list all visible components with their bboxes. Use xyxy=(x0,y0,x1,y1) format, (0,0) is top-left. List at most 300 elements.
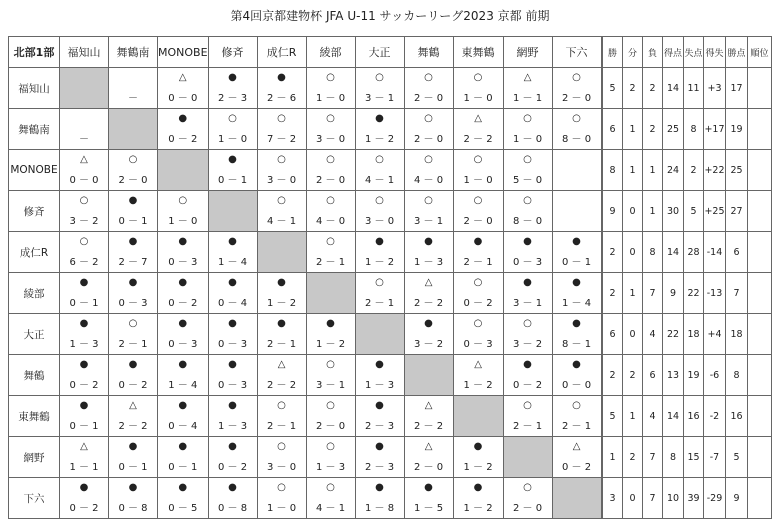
stat-value: 17 xyxy=(726,68,748,109)
stat-value: 5 xyxy=(603,68,623,109)
standings-row xyxy=(603,150,772,191)
match-score: 2 － 0 xyxy=(414,462,444,473)
match-result-cell xyxy=(404,478,453,519)
stat-value: 1 xyxy=(643,150,663,191)
match-score: 0 － 2 xyxy=(463,298,493,309)
match-result-cell xyxy=(208,478,257,519)
results-table xyxy=(8,36,602,519)
result-mark: ● xyxy=(178,482,188,493)
match-score: 1 － 3 xyxy=(414,257,444,268)
table-row xyxy=(9,314,602,355)
match-score: 0 － 0 xyxy=(69,175,99,186)
stat-value: 7 xyxy=(726,273,748,314)
stat-value xyxy=(748,314,772,355)
match-score: － xyxy=(128,93,138,104)
stat-value: -2 xyxy=(704,396,726,437)
match-score: 1 － 0 xyxy=(218,134,248,145)
match-result-cell xyxy=(503,396,552,437)
stat-value: 0 xyxy=(623,314,643,355)
column-team-header: 綾部 xyxy=(306,37,355,68)
match-result-cell xyxy=(158,396,209,437)
match-result-cell xyxy=(404,232,453,273)
column-team-header: 修斉 xyxy=(208,37,257,68)
match-score: 1 － 2 xyxy=(463,380,493,391)
stat-value: 0 xyxy=(623,478,643,519)
stat-value xyxy=(748,355,772,396)
match-score: 2 － 0 xyxy=(513,503,543,514)
match-score: 1 － 3 xyxy=(316,462,346,473)
match-result-cell xyxy=(208,355,257,396)
match-score: 3 － 2 xyxy=(69,216,99,227)
match-result-cell xyxy=(404,150,453,191)
row-team-header: 修斉 xyxy=(9,191,60,232)
result-mark: ● xyxy=(228,482,237,493)
match-score: 1 － 0 xyxy=(168,216,198,227)
match-result-cell xyxy=(60,314,109,355)
stat-value: 5 xyxy=(726,437,748,478)
table-row xyxy=(9,273,602,314)
standings-row xyxy=(603,437,772,478)
match-score: 0 － 3 xyxy=(168,257,198,268)
stat-value: -13 xyxy=(704,273,726,314)
match-result-cell xyxy=(158,437,209,478)
stat-value: +3 xyxy=(704,68,726,109)
match-result-cell xyxy=(257,150,306,191)
match-result-cell xyxy=(208,68,257,109)
stat-value: 2 xyxy=(603,355,623,396)
match-score: 2 － 0 xyxy=(414,134,444,145)
result-mark: ● xyxy=(79,482,89,493)
result-mark: ● xyxy=(375,400,384,411)
match-score: 1 － 4 xyxy=(562,298,592,309)
result-mark: ● xyxy=(375,482,384,493)
stat-value: 2 xyxy=(603,273,623,314)
result-mark: ○ xyxy=(375,277,384,288)
match-result-cell xyxy=(306,232,355,273)
match-score: 2 － 1 xyxy=(316,257,346,268)
result-mark: ● xyxy=(228,277,237,288)
match-score: 0 － 1 xyxy=(562,257,592,268)
match-score: 0 － 1 xyxy=(118,216,148,227)
match-result-cell xyxy=(552,437,601,478)
match-result-cell xyxy=(355,273,404,314)
match-score: 0 － 1 xyxy=(118,462,148,473)
match-result-cell xyxy=(355,191,404,232)
stat-value: 16 xyxy=(684,396,704,437)
match-score: 1 － 2 xyxy=(267,298,297,309)
result-mark: △ xyxy=(178,72,187,83)
match-result-cell xyxy=(503,68,552,109)
match-result-cell xyxy=(503,150,552,191)
result-mark: △ xyxy=(474,359,482,370)
match-score: 1 － 8 xyxy=(365,503,395,514)
match-result-cell xyxy=(355,109,404,150)
row-team-header: 舞鶴南 xyxy=(9,109,60,150)
stat-value: -29 xyxy=(704,478,726,519)
result-mark: ● xyxy=(178,113,188,124)
standings-row xyxy=(603,191,772,232)
match-score: 0 － 1 xyxy=(168,462,198,473)
match-result-cell xyxy=(306,191,355,232)
result-mark: △ xyxy=(424,441,433,452)
stat-value: -6 xyxy=(704,355,726,396)
match-result-cell xyxy=(158,355,209,396)
match-score: 8 － 0 xyxy=(513,216,543,227)
match-score: 2 － 1 xyxy=(267,339,297,350)
stat-value: 19 xyxy=(684,355,704,396)
match-score: 4 － 1 xyxy=(365,175,395,186)
column-team-header: 網野 xyxy=(503,37,552,68)
match-score: 0 － 2 xyxy=(168,134,198,145)
stat-header: 勝点 xyxy=(726,37,748,68)
standings-row xyxy=(603,273,772,314)
match-result-cell xyxy=(552,396,601,437)
match-result-cell xyxy=(552,355,601,396)
match-score: 1 － 2 xyxy=(316,339,346,350)
stat-value: 19 xyxy=(726,109,748,150)
stat-value: 9 xyxy=(603,191,623,232)
match-score: 0 － 2 xyxy=(562,462,592,473)
stat-value xyxy=(748,109,772,150)
match-score: 3 － 1 xyxy=(513,298,543,309)
result-mark: ● xyxy=(473,236,483,247)
standings-table xyxy=(602,36,772,519)
match-result-cell xyxy=(60,273,109,314)
stat-value: 7 xyxy=(643,478,663,519)
stat-header: 得失 xyxy=(704,37,726,68)
match-score: 3 － 2 xyxy=(513,339,543,350)
match-score: 3 － 2 xyxy=(414,339,444,350)
standings-row xyxy=(603,355,772,396)
match-result-cell xyxy=(60,396,109,437)
stat-value: 5 xyxy=(684,191,704,232)
match-score: 0 － 3 xyxy=(218,380,248,391)
stat-value: 16 xyxy=(726,396,748,437)
standings-row xyxy=(603,396,772,437)
match-score: 4 － 1 xyxy=(267,216,297,227)
table-row xyxy=(9,478,602,519)
result-mark: ● xyxy=(572,318,581,329)
match-result-cell xyxy=(552,68,601,109)
match-score: 2 － 2 xyxy=(118,421,148,432)
result-mark: ○ xyxy=(326,400,335,411)
match-score: 1 － 5 xyxy=(414,503,444,514)
match-score: 6 － 2 xyxy=(69,257,99,268)
match-result-cell xyxy=(453,437,503,478)
match-score: 0 － 2 xyxy=(69,380,99,391)
match-result-cell xyxy=(60,355,109,396)
match-score: 3 － 0 xyxy=(365,216,395,227)
match-result-cell xyxy=(404,273,453,314)
match-score: 1 － 0 xyxy=(513,134,543,145)
result-mark: ● xyxy=(572,359,581,370)
result-mark: ○ xyxy=(424,195,433,206)
result-mark: ● xyxy=(79,359,89,370)
self-match-cell xyxy=(306,273,355,314)
self-match-cell xyxy=(257,232,306,273)
stat-value: 5 xyxy=(603,396,623,437)
match-score: 2 － 6 xyxy=(267,93,297,104)
result-mark: ○ xyxy=(326,441,335,452)
stat-value: 18 xyxy=(726,314,748,355)
result-mark: ● xyxy=(228,236,237,247)
match-result-cell xyxy=(257,109,306,150)
match-result-cell xyxy=(306,150,355,191)
stat-value: -14 xyxy=(704,232,726,273)
match-score: 2 － 0 xyxy=(562,93,592,104)
result-mark: ● xyxy=(424,482,433,493)
result-mark: △ xyxy=(424,400,433,411)
stat-value: 6 xyxy=(603,314,623,355)
self-match-cell xyxy=(355,314,404,355)
match-result-cell xyxy=(453,273,503,314)
match-result-cell xyxy=(552,109,601,150)
match-score: 0 － 2 xyxy=(218,462,248,473)
match-result-cell xyxy=(109,355,158,396)
self-match-cell xyxy=(503,437,552,478)
match-score: 2 － 7 xyxy=(118,257,148,268)
stat-value: 8 xyxy=(643,232,663,273)
stat-value: 2 xyxy=(623,437,643,478)
match-score: 0 － 3 xyxy=(168,339,198,350)
row-team-header: 綾部 xyxy=(9,273,60,314)
stat-value: 11 xyxy=(684,68,704,109)
match-result-cell xyxy=(306,478,355,519)
column-team-header: 福知山 xyxy=(60,37,109,68)
result-mark: △ xyxy=(129,400,137,411)
result-mark: ● xyxy=(228,72,237,83)
self-match-cell xyxy=(208,191,257,232)
stat-value: 1 xyxy=(623,396,643,437)
result-mark: ○ xyxy=(228,113,237,124)
stat-value: 27 xyxy=(726,191,748,232)
match-result-cell xyxy=(306,396,355,437)
stat-value: 7 xyxy=(643,437,663,478)
result-mark: ● xyxy=(79,318,89,329)
stat-value: 22 xyxy=(663,314,684,355)
row-team-header: 大正 xyxy=(9,314,60,355)
match-result-cell xyxy=(109,273,158,314)
stat-value: 4 xyxy=(643,314,663,355)
result-mark: ○ xyxy=(473,277,483,288)
stat-value xyxy=(748,437,772,478)
stat-value: 1 xyxy=(623,273,643,314)
match-result-cell xyxy=(453,68,503,109)
match-score: 3 － 1 xyxy=(414,216,444,227)
row-team-header: 福知山 xyxy=(9,68,60,109)
result-mark: ○ xyxy=(326,113,335,124)
match-result-cell xyxy=(503,273,552,314)
match-result-cell xyxy=(355,68,404,109)
stat-value: 8 xyxy=(663,437,684,478)
result-mark: ● xyxy=(572,236,581,247)
stat-value: +4 xyxy=(704,314,726,355)
match-result-cell xyxy=(109,150,158,191)
self-match-cell xyxy=(109,109,158,150)
result-mark: ● xyxy=(375,236,384,247)
match-score: 1 － 0 xyxy=(267,503,297,514)
stat-value: 6 xyxy=(726,232,748,273)
match-result-cell xyxy=(552,191,601,232)
match-result-cell xyxy=(552,150,601,191)
match-result-cell xyxy=(109,232,158,273)
match-score: 1 － 0 xyxy=(316,93,346,104)
match-score: 2 － 1 xyxy=(562,421,592,432)
stat-value: 30 xyxy=(663,191,684,232)
match-score: 2 － 0 xyxy=(316,175,346,186)
stat-value: 8 xyxy=(603,150,623,191)
result-mark: ● xyxy=(424,236,433,247)
result-mark: ● xyxy=(79,277,89,288)
match-score: 2 － 0 xyxy=(414,93,444,104)
match-score: 0 － 0 xyxy=(168,93,198,104)
result-mark: ● xyxy=(228,318,237,329)
match-result-cell xyxy=(503,478,552,519)
match-result-cell xyxy=(208,273,257,314)
match-result-cell xyxy=(404,68,453,109)
match-score: 0 － 3 xyxy=(218,339,248,350)
match-score: 3 － 1 xyxy=(316,380,346,391)
match-score: 0 － 3 xyxy=(463,339,493,350)
column-team-header: 下六 xyxy=(552,37,601,68)
table-row xyxy=(9,109,602,150)
result-mark: ● xyxy=(178,441,188,452)
stat-value: 25 xyxy=(663,109,684,150)
match-result-cell xyxy=(257,68,306,109)
match-result-cell xyxy=(257,314,306,355)
match-score: 2 － 0 xyxy=(463,216,493,227)
result-mark: ● xyxy=(228,400,237,411)
stat-value: 15 xyxy=(684,437,704,478)
match-result-cell xyxy=(257,478,306,519)
match-score: 0 － 4 xyxy=(218,298,248,309)
match-result-cell xyxy=(158,314,209,355)
match-score: 2 － 1 xyxy=(513,421,543,432)
stat-value: 1 xyxy=(623,109,643,150)
result-mark: ○ xyxy=(128,318,138,329)
column-team-header: 舞鶴南 xyxy=(109,37,158,68)
result-mark: ○ xyxy=(277,400,286,411)
result-mark: ● xyxy=(178,318,188,329)
stat-header: 順位 xyxy=(748,37,772,68)
match-result-cell xyxy=(453,109,503,150)
stat-value: 6 xyxy=(643,355,663,396)
match-score: 0 － 4 xyxy=(168,421,198,432)
result-mark: ● xyxy=(178,400,188,411)
match-score: 0 － 2 xyxy=(69,503,99,514)
match-score: 0 － 1 xyxy=(218,175,248,186)
stat-value: 3 xyxy=(603,478,623,519)
self-match-cell xyxy=(158,150,209,191)
stat-value: +17 xyxy=(704,109,726,150)
result-mark: ○ xyxy=(128,154,138,165)
match-score: － xyxy=(79,134,89,145)
stat-value xyxy=(748,232,772,273)
match-score: 2 － 3 xyxy=(218,93,248,104)
result-mark: △ xyxy=(474,113,482,124)
stat-value: 8 xyxy=(684,109,704,150)
match-score: 2 － 2 xyxy=(463,134,493,145)
standings-row xyxy=(603,314,772,355)
column-team-header: 成仁R xyxy=(257,37,306,68)
stat-value: +25 xyxy=(704,191,726,232)
match-score: 1 － 0 xyxy=(463,175,493,186)
stat-value: 14 xyxy=(663,232,684,273)
result-mark: ○ xyxy=(424,72,433,83)
result-mark: ● xyxy=(128,195,138,206)
match-result-cell xyxy=(453,232,503,273)
division-label: 北部1部 xyxy=(9,37,60,68)
match-score: 0 － 3 xyxy=(118,298,148,309)
table-row xyxy=(9,191,602,232)
stat-header: 失点 xyxy=(684,37,704,68)
match-result-cell xyxy=(109,191,158,232)
match-result-cell xyxy=(404,191,453,232)
match-result-cell xyxy=(552,232,601,273)
column-team-header: MONOBE xyxy=(158,37,209,68)
stat-value xyxy=(748,150,772,191)
stat-value: +22 xyxy=(704,150,726,191)
row-team-header: 東舞鶴 xyxy=(9,396,60,437)
match-result-cell xyxy=(158,191,209,232)
result-mark: ○ xyxy=(277,441,286,452)
match-result-cell xyxy=(158,273,209,314)
result-mark: △ xyxy=(572,441,581,452)
result-mark: ○ xyxy=(326,236,335,247)
match-score: 3 － 1 xyxy=(365,93,395,104)
match-score: 1 － 2 xyxy=(463,462,493,473)
result-mark: △ xyxy=(80,441,88,452)
match-score: 4 － 1 xyxy=(316,503,346,514)
match-result-cell xyxy=(158,478,209,519)
match-score: 0 － 1 xyxy=(69,298,99,309)
result-mark: ○ xyxy=(572,400,581,411)
column-team-header: 舞鶴 xyxy=(404,37,453,68)
match-result-cell xyxy=(355,232,404,273)
match-score: 2 － 1 xyxy=(267,421,297,432)
match-result-cell xyxy=(257,191,306,232)
result-mark: ○ xyxy=(326,154,335,165)
match-score: 5 － 0 xyxy=(513,175,543,186)
stat-value: 2 xyxy=(643,109,663,150)
match-result-cell xyxy=(158,109,209,150)
match-score: 0 － 0 xyxy=(562,380,592,391)
stat-value: 25 xyxy=(726,150,748,191)
match-result-cell xyxy=(60,437,109,478)
row-team-header: MONOBE xyxy=(9,150,60,191)
column-team-header: 東舞鶴 xyxy=(453,37,503,68)
result-mark: ● xyxy=(128,359,138,370)
result-mark: ○ xyxy=(523,318,532,329)
table-row xyxy=(9,396,602,437)
match-result-cell xyxy=(208,314,257,355)
stat-value: 24 xyxy=(663,150,684,191)
match-score: 1 － 2 xyxy=(365,134,395,145)
self-match-cell xyxy=(552,478,601,519)
match-score: 3 － 0 xyxy=(316,134,346,145)
table-row xyxy=(9,437,602,478)
stat-value: 39 xyxy=(684,478,704,519)
match-score: 0 － 2 xyxy=(168,298,198,309)
result-mark: △ xyxy=(424,277,433,288)
match-result-cell xyxy=(257,355,306,396)
match-score: 1 － 3 xyxy=(69,339,99,350)
result-mark: ● xyxy=(473,441,483,452)
match-result-cell xyxy=(453,314,503,355)
stat-value: 14 xyxy=(663,68,684,109)
stat-value: 2 xyxy=(623,355,643,396)
stat-value: 13 xyxy=(663,355,684,396)
